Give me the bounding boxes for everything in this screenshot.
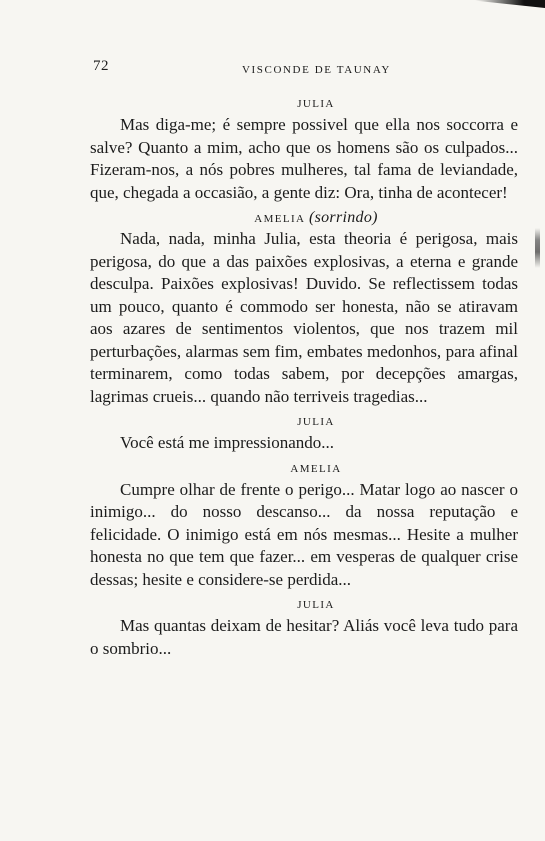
speaker-julia — [90, 595, 518, 615]
page-edge-mark — [535, 228, 540, 268]
dialogue-text — [90, 94, 518, 660]
page-number: 72 — [93, 58, 109, 74]
speech-paragraph: Nada, nada, minha Julia, esta theoria é perigosa, mais perigosa, do que a das paixões explosivas, a eterna e grande desculpa. Paixões explosivas! Duvido. Se reflectissem todas um pouco, quanto é commodo ser honesta, não se atiravam aos azares de sentimentos violentos, que nos trazem mil perturbações, alarmas sem fim, embates medonhos, para afinal terminarem, como todas sabem, por decepções amargas, lagrimas crueis... quando não terriveis tragedias... — [90, 229, 518, 406]
speech-paragraph: Você está me impressionando... — [120, 433, 335, 452]
stage-direction: (sorrindo) — [308, 209, 378, 226]
speaker-name: JULIA — [297, 599, 335, 611]
speech-paragraph: Mas quantas deixam de hesitar? Aliás você leva tudo para o sombrio... — [90, 616, 518, 658]
page-corner-shadow — [475, 0, 545, 8]
speech-paragraph: Cumpre olhar de frente o perigo... Matar logo ao nascer o inimigo... do nosso descanso... da nossa reputação e felicidade. O inimigo está em nós mesmas... Hesite a mulher honesta no que tem que fazer... em vesperas de qualquer crise dessas; hesite e considere-se perdida... — [90, 479, 518, 589]
speaker-julia — [90, 412, 518, 432]
speaker-name: JULIA — [297, 98, 335, 110]
speaker-amelia — [90, 208, 518, 228]
running-head: VISCONDE DE TAUNAY — [242, 64, 391, 76]
speaker-name: AMELIA — [254, 213, 305, 225]
speaker-name: JULIA — [297, 416, 335, 428]
speaker-name: AMELIA — [290, 462, 342, 475]
speech-paragraph: Mas diga-me; é sempre possivel que ella nos soccorra e salve? Quanto a mim, acho que os homens são os culpados... Fizeram-nos, a nós pobres mulheres, tal fama de leviandade, que, chegada a occasião, a gente diz: Ora, tinha de acontecer! — [90, 115, 518, 202]
speaker-julia — [90, 94, 518, 114]
speaker-amelia — [90, 459, 518, 479]
